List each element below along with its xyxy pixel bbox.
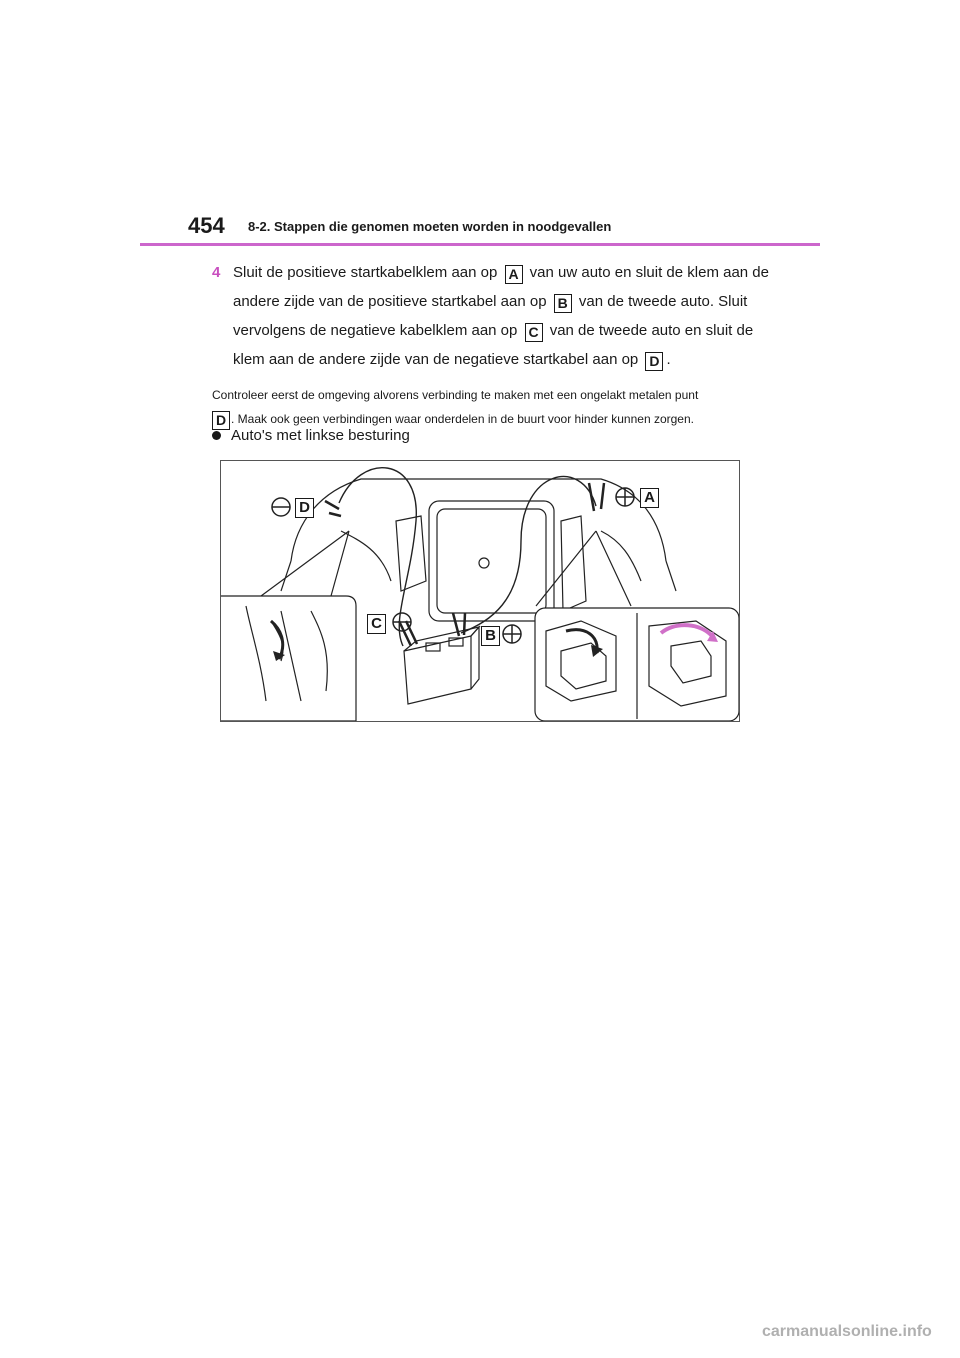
step-line-4	[233, 345, 671, 374]
step-text: Sluit de positieve startkabelklem aan op	[233, 264, 498, 281]
bullet-icon	[212, 431, 221, 440]
note-text: . Maak ook geen verbindingen waar onderdelen in de buurt voor hinder kunnen zorgen.	[231, 412, 694, 426]
bullet-text: Auto's met linkse besturing	[231, 427, 410, 444]
label-d-marker: D	[212, 411, 230, 430]
page-number: 454	[188, 213, 225, 238]
figure-label-c: C	[367, 614, 386, 634]
label-d-marker: D	[645, 352, 663, 371]
jump-start-illustration	[220, 460, 740, 722]
section-title: 8-2. Stappen die genomen moeten worden in noodgevallen	[248, 219, 612, 234]
note-line-1: Controleer eerst de omgeving alvorens verbinding te maken met een ongelakt metalen punt	[212, 388, 699, 402]
step-line-2	[233, 287, 747, 316]
figure-label-d: D	[295, 498, 314, 518]
step-text: van de tweede auto en sluit de	[549, 322, 754, 339]
footer-watermark: carmanualsonline.info	[762, 1323, 932, 1340]
header-divider	[140, 243, 820, 246]
bullet-item	[212, 427, 410, 444]
label-c-marker: C	[525, 323, 543, 342]
caution-note	[212, 383, 772, 431]
step-text: klem aan de andere zijde van de negatieve startkabel aan op	[233, 351, 639, 368]
step-text: van de tweede auto. Sluit	[578, 293, 748, 310]
step-text: andere zijde van de positieve startkabel aan op	[233, 293, 547, 310]
figure-label-b: B	[481, 626, 500, 646]
step-text: van uw auto en sluit de klem aan de	[529, 264, 769, 281]
step-text: vervolgens de negatieve kabelklem aan op	[233, 322, 518, 339]
figure-label-a: A	[640, 488, 659, 508]
step-line-3	[233, 316, 753, 345]
step-line-1	[233, 258, 769, 287]
label-a-marker: A	[505, 265, 523, 284]
label-b-marker: B	[554, 294, 572, 313]
step-text: .	[666, 351, 671, 368]
step-number: 4	[212, 264, 221, 281]
